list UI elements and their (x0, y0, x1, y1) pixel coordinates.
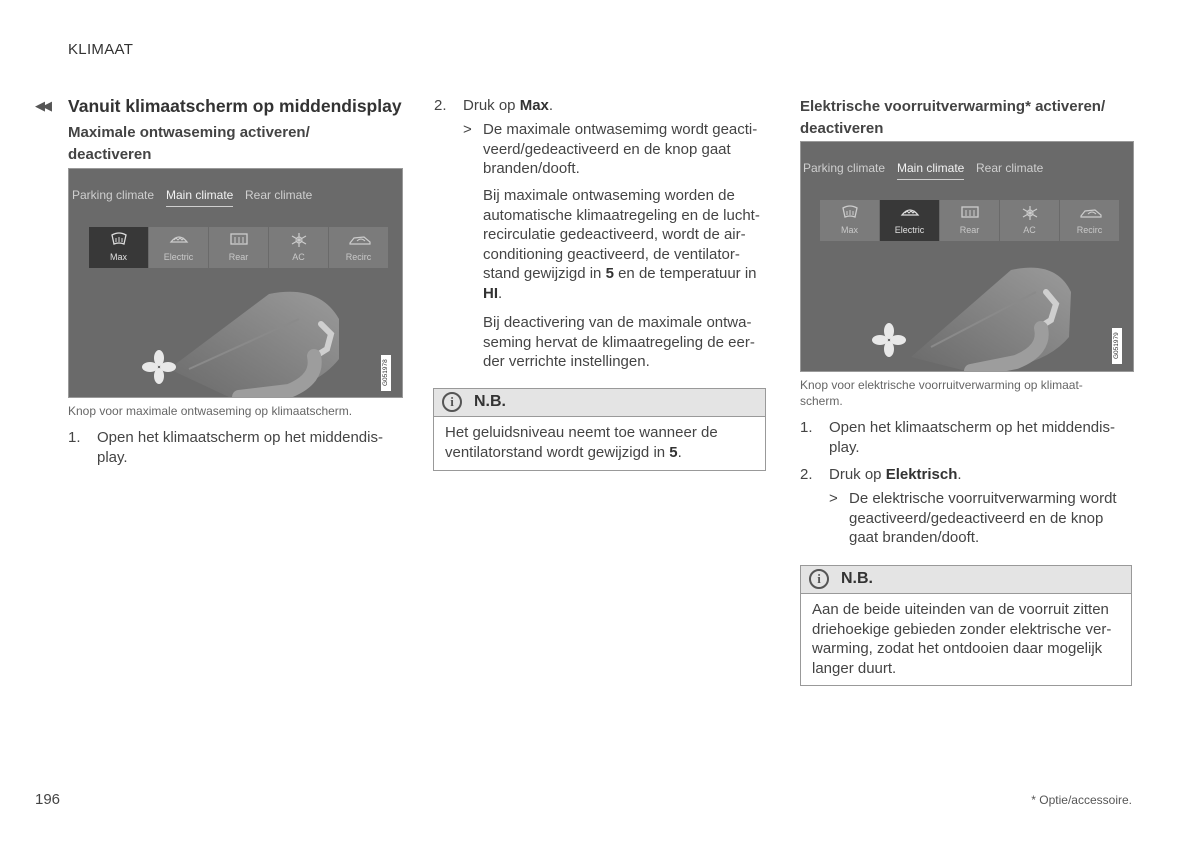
climate-screen-image-electric (800, 141, 1134, 372)
step-2: 2. Druk op Elektrisch. (800, 466, 962, 483)
image-caption: Knop voor maximale ontwaseming op klimaatscherm. (68, 404, 353, 418)
back-arrows-icon[interactable]: ◀◀ (35, 98, 49, 113)
info-icon: i (809, 569, 829, 589)
tab-main-climate: Main climate (897, 161, 965, 175)
ac-button: AC (1000, 200, 1059, 241)
step-1: 1. Open het klimaatscherm op het middendis- play. (800, 419, 1115, 456)
rear-defrost-button: Rear (209, 227, 268, 268)
note-header (434, 389, 765, 417)
chapter-header: KLIMAAT (68, 41, 134, 58)
electric-defrost-button: Electric (149, 227, 208, 268)
section-heading: Vanuit klimaatscherm op middendisplay (68, 96, 402, 116)
max-defrost-button: Max (89, 227, 148, 268)
image-code: G051978 (381, 355, 391, 391)
note-box (433, 388, 766, 471)
step-1: 1. Open het klimaatscherm op het middendis- play. (68, 429, 383, 466)
step-2-result: > De elektrische voorruitverwarming wordt geactiveerd/gedeactiveerd en de knop gaat branden/dooft. (829, 490, 1117, 546)
rear-defrost-button: Rear (940, 200, 999, 241)
tab-parking-climate: Parking climate (803, 161, 886, 175)
fan-icon (141, 349, 177, 385)
seat-illustration (801, 142, 1133, 371)
note-text: Aan de beide uiteinden van de voorruit zitten driehoekige gebieden zonder elektrische ver- warming, zodat het ontdooien daar mogelijk langer duurt. (812, 601, 1112, 677)
paragraph-deactivation-info: Bij deactivering van de maximale ontwa- seming hervat de klimaatregeling de eer- der verrichte instellingen. (483, 314, 755, 370)
tab-rear-climate: Rear climate (976, 161, 1044, 175)
recirc-button: Recirc (329, 227, 388, 268)
step-2: 2. Druk op Max. (434, 97, 554, 114)
note-title: N.B. (474, 393, 506, 410)
tab-rear-climate: Rear climate (245, 188, 313, 202)
max-defrost-button: Max (820, 200, 879, 241)
electric-defrost-button: Electric (880, 200, 939, 241)
ac-button: AC (269, 227, 328, 268)
seat-illustration (69, 169, 402, 397)
fan-icon (871, 322, 907, 358)
climate-screen-image-max (68, 168, 403, 398)
image-caption: Knop voor elektrische voorruitverwarming op klimaat- scherm. (800, 378, 1083, 408)
note-header (801, 566, 1131, 594)
page-number: 196 (35, 791, 61, 808)
note-title: N.B. (841, 570, 873, 587)
footnote: * Optie/accessoire. (1031, 793, 1132, 807)
section-heading-electric: Elektrische voorruitverwarming* activeren/ deactiveren (800, 98, 1106, 137)
image-code: G051979 (1112, 328, 1122, 364)
subheading: Maximale ontwaseming activeren/ deactiveren (68, 124, 310, 163)
info-icon: i (442, 392, 462, 412)
recirc-button: Recirc (1060, 200, 1119, 241)
note-box (800, 565, 1132, 686)
note-text: Het geluidsniveau neemt toe wanneer de ventilatorstand wordt gewijzigd in 5. (445, 424, 718, 461)
step-2-result: > De maximale ontwasemimg wordt geacti- veerd/gedeactiveerd en de knop gaat branden/dooft. (463, 121, 758, 177)
tab-parking-climate: Parking climate (72, 188, 155, 202)
tab-main-climate: Main climate (166, 188, 234, 202)
paragraph-max-defrost-info: Bij maximale ontwaseming worden de automatische klimaatregeling en de lucht- recirculatie gedeactiveerd, wordt de air- conditioning geactiveerd, de ventilator- stand gewijzigd in 5 en de temperatuur in HI. (483, 187, 760, 302)
